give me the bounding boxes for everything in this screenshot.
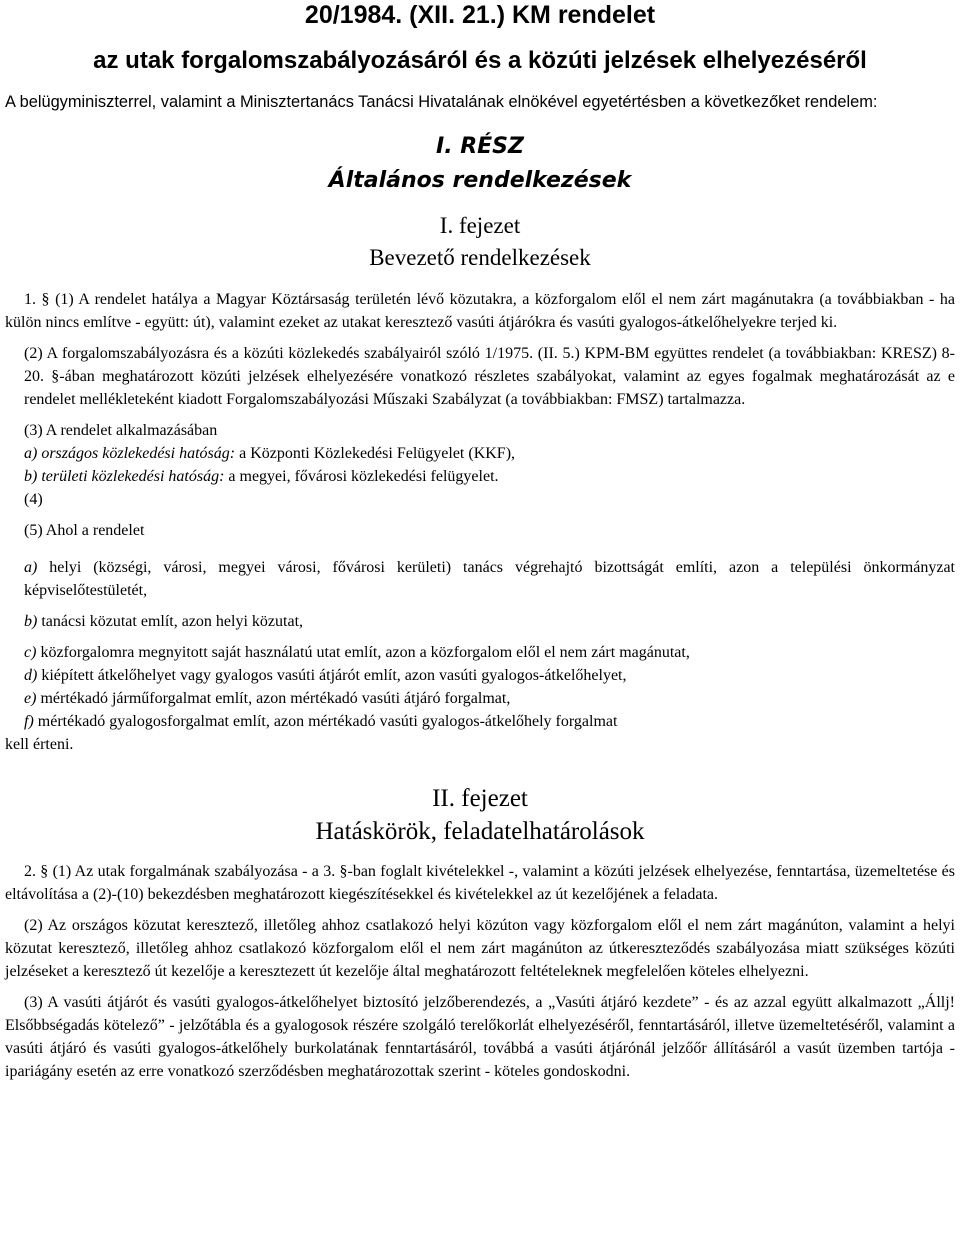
section-2-para-2: (2) Az országos közutat keresztező, illetőleg ahhoz csatlakozó helyi közúton vagy közforgalom elől el nem zárt magánúton, valamint a helyi közutat keresztező, illetőleg ahhoz csatlakozó közforgalom elől el nem zárt magánúton az útkereszteződés szabályozása miatt szükséges közúti jelzéseket a keresztező út kezelője a keresztezett út kezelője által meghatározott feltételeknek megfelelően köteles elhelyezni.	[5, 917, 955, 980]
part-number: I. RÉSZ	[436, 134, 524, 159]
item-5d-text: kiépített átkelőhelyet vagy gyalogos vasúti átjárót említ, azon vasúti gyalogos-átkelőhelyet,	[37, 667, 627, 684]
chapter-1-heading	[5, 210, 955, 274]
chapter-1-number: I. fejezet	[439, 213, 521, 238]
section-1-para-1: 1. § (1) A rendelet hatálya a Magyar Köztársaság területén lévő közutakra, a közforgalom elől el nem zárt magánutakra (a továbbiakban - ha külön nincs említve - együtt: út), valamint ezeket az utakat keresztező vasúti átjárókra és vasúti gyalogos-átkelőhelyekre terjed ki.	[5, 291, 955, 331]
item-5e-text: mértékadó járműforgalmat említ, azon mértékadó vasúti átjáró forgalmat,	[36, 690, 511, 707]
section-2	[5, 860, 955, 1083]
section-1-item-5f	[5, 710, 955, 733]
section-1-item-5b	[5, 610, 955, 633]
item-b-label: b) területi közlekedési hatóság:	[24, 468, 225, 485]
section-1-closing: kell érteni.	[5, 736, 74, 753]
section-1-para-5: (5) Ahol a rendelet	[24, 522, 145, 539]
item-5a-label: a)	[24, 559, 38, 576]
item-5b-text: tanácsi közutat említ, azon helyi közutat,	[37, 613, 304, 630]
item-5f-label: f)	[24, 713, 34, 730]
item-5d-label: d)	[24, 667, 38, 684]
section-1-para-3: (3) A rendelet alkalmazásában	[24, 422, 218, 439]
item-5e-label: e)	[24, 690, 37, 707]
section-1-item-5a	[5, 556, 955, 602]
document-subtitle: az utak forgalomszabályozásáról és a közúti jelzések elhelyezéséről	[93, 47, 867, 74]
item-5b-label: b)	[24, 613, 38, 630]
section-1-item-b	[5, 465, 955, 488]
section-1-item-a	[5, 442, 955, 465]
chapter-1-title: Bevezető rendelkezések	[369, 245, 591, 270]
part-heading	[5, 130, 955, 198]
section-1-item-5d	[5, 664, 955, 687]
item-a-label: a) országos közlekedési hatóság:	[24, 445, 236, 462]
item-b-text: a megyei, fővárosi közlekedési felügyelet.	[224, 468, 499, 485]
section-1	[5, 288, 955, 756]
item-5a-text: helyi (községi, városi, megyei városi, fővárosi kerületi) tanács végrehajtó bizottságát említi, azon a települési önkormányzat képviselőtestületét,	[24, 559, 955, 599]
section-2-para-3: (3) A vasúti átjárót és vasúti gyalogos-átkelőhelyet biztosító jelzőberendezés, a „Vasúti átjáró kezdete” - és az azzal együtt alkalmazott „Állj! Elsőbbségadás kötelező” - jelzőtábla és a gyalogosok részére szolgáló terelőkorlát elhelyezéséről, fenntartásáról, illetve üzemeltetéséről, valamint a vasúti átjáró és vasúti gyalogos-átkelőhely burkolatának fenntartásáról, továbbá a vasúti átjárónál jelzőőr állításáról a vasút üzemben tartója - ipariágány esetén az erre vonatkozó szerződésben meghatározottak szerint - köteles gondoskodni.	[5, 994, 955, 1080]
chapter-2-number: II. fejezet	[432, 785, 528, 812]
document-title: 20/1984. (XII. 21.) KM rendelet	[304, 1, 656, 29]
chapter-2-title: Hatáskörök, feladatelhatárolások	[315, 818, 645, 845]
item-a-text: a Központi Közlekedési Felügyelet (KKF),	[235, 445, 516, 462]
preamble: A belügyminiszterrel, valamint a Minisztertanács Tanácsi Hivatalának elnökével egyetértésben a következőket rendelem:	[5, 93, 878, 111]
section-1-para-4: (4)	[24, 491, 43, 508]
part-title: Általános rendelkezések	[328, 168, 632, 193]
item-5f-text: mértékadó gyalogosforgalmat említ, azon mértékadó vasúti gyalogos-átkelőhely forgalmat	[33, 713, 618, 730]
item-5c-text: közforgalomra megnyitott saját használatú utat említ, azon a közforgalom elől el nem zárt magánutat,	[36, 644, 690, 661]
chapter-2-heading	[5, 782, 955, 848]
section-1-item-5c	[5, 641, 955, 664]
section-2-para-1: 2. § (1) Az utak forgalmának szabályozása - a 3. §-ban foglalt kivételekkel -, valamint a közúti jelzések elhelyezése, fenntartása, üzemeltetése és eltávolítása a (2)-(10) bekezdésben meghatározott kiegészítésekkel és kivételekkel az út kezelőjének a feladata.	[5, 863, 955, 903]
section-1-item-5e	[5, 687, 955, 710]
section-1-para-2: (2) A forgalomszabályozásra és a közúti közlekedés szabályairól szóló 1/1975. (II. 5.) KPM-BM együttes rendelet (a továbbiakban: KRESZ) 8-20. §-ában meghatározott közúti jelzések elhelyezésére vonatkozó részletes szabályokat, valamint az egyes fogalmak meghatározását az e rendelet mellékleteként kiadott Forgalomszabályozási Műszaki Szabályzat (a továbbiakban: FMSZ) tartalmazza.	[24, 345, 955, 408]
item-5c-label: c)	[24, 644, 37, 661]
